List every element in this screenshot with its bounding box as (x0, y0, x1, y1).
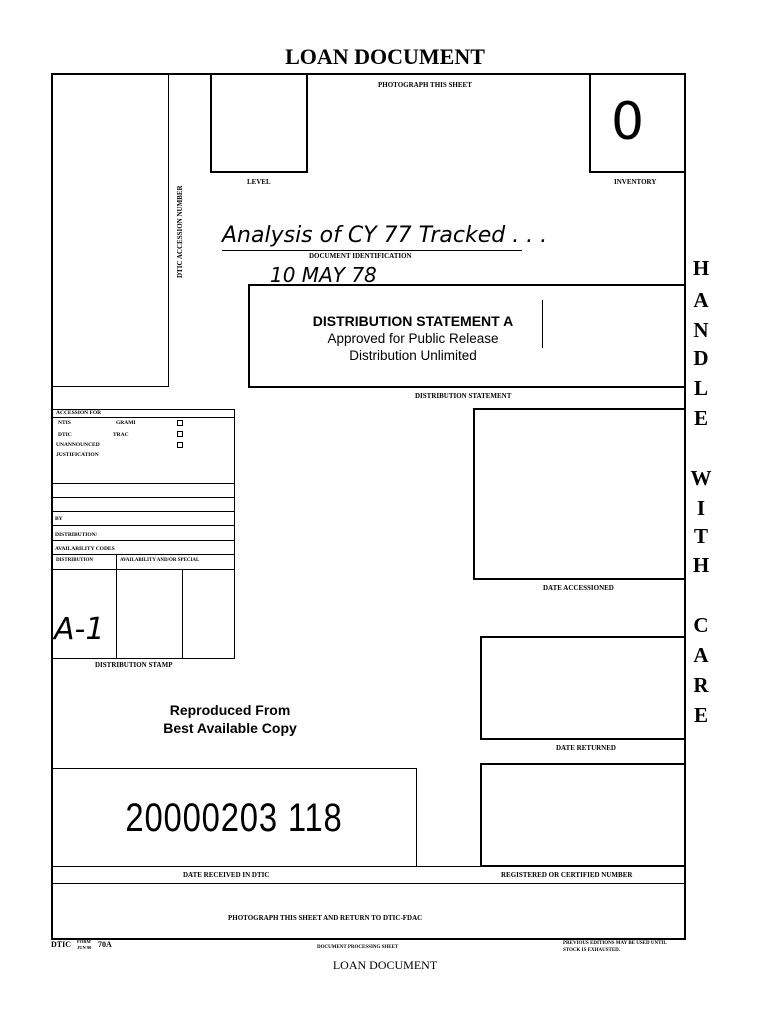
distribution-stamp-label: DISTRIBUTION STAMP (95, 661, 173, 669)
previous-editions-note: PREVIOUS EDITIONS MAY BE USED UNTIL (563, 941, 667, 946)
date-received-label: DATE RECEIVED IN DTIC (183, 871, 270, 879)
availability-codes-label: AVAILABILITY CODES (55, 546, 115, 552)
handle-letter: L (693, 376, 708, 400)
form-label: FORM (77, 939, 91, 944)
handle-letter: H (692, 256, 710, 280)
distribution-statement-label: DISTRIBUTION STATEMENT (415, 392, 512, 400)
care-letter: R (693, 673, 709, 697)
trac-label: TRAC (113, 432, 129, 438)
level-label: LEVEL (247, 178, 271, 186)
registered-number-label: REGISTERED OR CERTIFIED NUMBER (501, 871, 633, 879)
document-identification-label: DOCUMENT IDENTIFICATION (309, 252, 412, 260)
dtic-accession-number-label: DTIC ACCESSION NUMBER (176, 185, 184, 278)
unannounced-label: UNANNOUNCED (56, 442, 100, 448)
stamp-number: 20000203 118 (125, 796, 343, 840)
distribution-code-handwritten: A-1 (54, 612, 105, 647)
date-accessioned-box (473, 408, 686, 580)
unannounced-checkbox[interactable] (177, 442, 183, 448)
handle-letter: N (693, 318, 709, 342)
distribution-line2: Distribution Unlimited (349, 348, 477, 363)
ntis-label: NTIS (58, 420, 71, 426)
ntis-checkbox[interactable] (177, 420, 183, 426)
grami-label: GRAMI (116, 420, 136, 426)
date-returned-box (480, 636, 686, 740)
bottom-title: LOAN DOCUMENT (332, 958, 438, 972)
form-id: DTIC (51, 940, 72, 949)
with-letter: W (690, 466, 712, 490)
with-letter: I (696, 496, 706, 520)
reproduced-line1: Reproduced From (169, 702, 291, 718)
document-title-handwritten: Analysis of CY 77 Tracked . . . (222, 223, 548, 248)
processing-sheet-label: DOCUMENT PROCESSING SHEET (317, 945, 399, 950)
document-date-handwritten: 10 MAY 78 (270, 263, 377, 287)
justification-label: JUSTIFICATION (56, 452, 99, 458)
with-letter: H (692, 553, 710, 577)
registered-box (480, 763, 686, 867)
accession-for-label: ACCESSION FOR (56, 410, 102, 416)
photograph-sheet-label: PHOTOGRAPH THIS SHEET (378, 81, 472, 89)
date-accessioned-label: DATE ACCESSIONED (543, 584, 614, 592)
handle-letter: E (693, 406, 708, 430)
reproduced-line2: Best Available Copy (163, 720, 297, 736)
photograph-return-label: PHOTOGRAPH THIS SHEET AND RETURN TO DTIC-FDAC (228, 914, 423, 922)
with-letter: T (693, 524, 708, 548)
care-letter: C (693, 613, 709, 637)
dtic-label: DTIC (58, 432, 72, 438)
page-title: LOAN DOCUMENT (285, 44, 485, 69)
handle-letter: D (693, 346, 709, 370)
dtic-checkbox[interactable] (177, 431, 183, 437)
form-date: JUN 90 (77, 945, 92, 950)
form-number: 70A (98, 940, 112, 949)
date-returned-label: DATE RETURNED (556, 744, 616, 752)
inventory-handwritten: 0 (611, 92, 645, 152)
distribution-line1: Approved for Public Release (327, 331, 499, 346)
by-label: BY (55, 516, 63, 522)
availability-special-label: AVAILABILITY AND/OR SPECIAL (120, 558, 200, 563)
distribution-column-label: DISTRIBUTION (56, 558, 93, 563)
distribution-heading: DISTRIBUTION STATEMENT A (312, 313, 514, 329)
stock-exhausted-note: STOCK IS EXHAUSTED. (563, 948, 621, 953)
distribution-label: DISTRIBUTION/ (55, 532, 98, 538)
handle-letter: A (693, 288, 709, 312)
level-box (210, 73, 308, 173)
inventory-label: INVENTORY (614, 178, 657, 186)
care-letter: A (693, 643, 709, 667)
care-letter: E (693, 703, 708, 727)
